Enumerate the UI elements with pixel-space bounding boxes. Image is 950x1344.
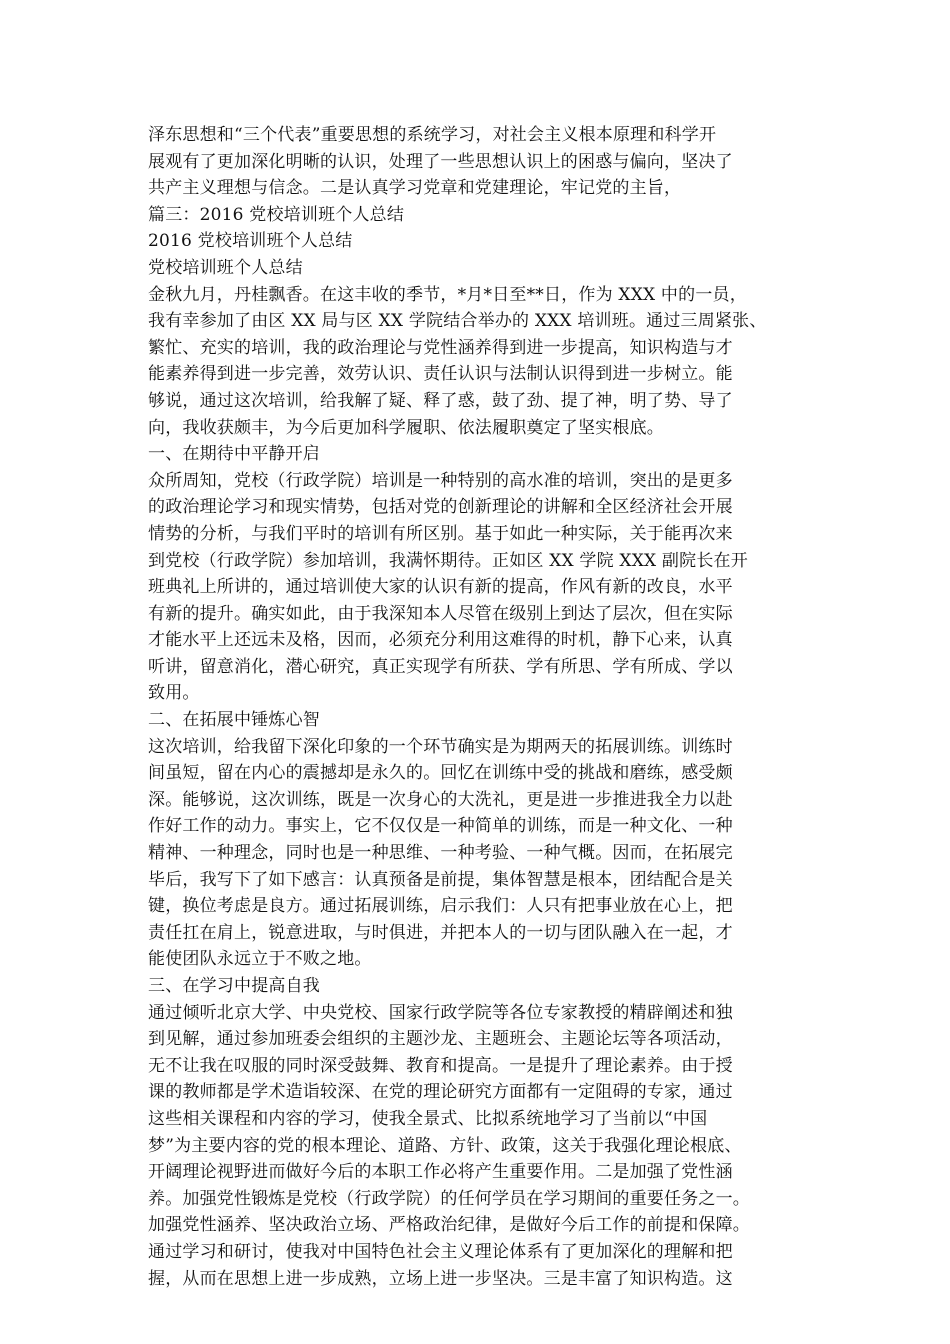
document-body [148,122,828,1292]
text-line: 键，换位考虑是良方。通过拓展训练，启示我们：人只有把事业放在心上，把 [148,896,733,917]
text-line: 共产主义理想与信念。二是认真学习党章和党建理论，牢记党的主旨， [148,178,682,199]
text-line: 听讲，留意消化，潜心研究，真正实现学有所获、学有所思、学有所成、学以 [148,656,733,677]
text-line: 泽东思想和“三个代表”重要思想的系统学习，对社会主义根本原理和科学开 [148,125,717,145]
text-line: 我有幸参加了由区 XX 局与区 XX 学院结合举办的 XXX 培训班。通过三周紧张、 [148,311,767,332]
document-subtitle: 党校培训班个人总结 [148,257,303,278]
text-line: 责任扛在肩上，锐意进取，与时俱进，并把本人的一切与团队融入在一起，才 [148,922,733,943]
text-line: 有新的提升。确实如此，由于我深知本人尽管在级别上到达了层次，但在实际 [148,603,733,624]
text-line: 能使团队永远立于不败之地。 [148,949,372,970]
text-line: 向，我收获颇丰，为今后更加科学履职、依法履职奠定了坚实根底。 [148,417,664,438]
text-line: 通过学习和研讨，使我对中国特色社会主义理论体系有了更加深化的理解和把 [148,1241,733,1262]
section-heading: 一、在期待中平静开启 [148,444,320,465]
text-line: 这次培训，给我留下深化印象的一个环节确实是为期两天的拓展训练。训练时 [148,736,733,757]
text-line: 梦”为主要内容的党的根本理论、道路、方针、政策，这关于我强化理论根底、 [148,1135,742,1156]
text-line: 繁忙、充实的培训，我的政治理论与党性涵养得到进一步提高，知识构造与才 [148,337,733,358]
text-line: 养。加强党性锻炼是党校（行政学院）的任何学员在学习期间的重要任务之一。 [148,1188,750,1209]
text-line: 才能水平上还远未及格，因而，必须充分利用这难得的时机，静下心来，认真 [148,630,733,651]
document-title: 2016 党校培训班个人总结 [148,231,353,252]
text-line: 毕后，我写下了如下感言：认真预备是前提，集体智慧是根本，团结配合是关 [148,869,733,890]
section-heading: 三、在学习中提高自我 [148,976,320,996]
text-line: 众所周知，党校（行政学院）培训是一种特别的高水准的培训，突出的是更多 [148,470,733,491]
text-line: 课的教师都是学术造诣较深、在党的理论研究方面都有一定阻碍的专家，通过 [148,1082,733,1103]
text-line: 致用。 [148,683,200,704]
text-line: 通过倾听北京大学、中央党校、国家行政学院等各位专家教授的精辟阐述和独 [148,1002,733,1023]
text-line: 展观有了更加深化明晰的认识，处理了一些思想认识上的困惑与偏向，坚决了 [148,151,733,172]
text-line: 情势的分析，与我们平时的培训有所区别。基于如此一种实际，关于能再次来 [148,523,733,544]
text-line: 到党校（行政学院）参加培训，我满怀期待。正如区 XX 学院 XXX 副院长在开 [148,550,748,571]
text-line: 够说，通过这次培训，给我解了疑、释了惑，鼓了劲、提了神，明了势、导了 [148,390,733,411]
text-line: 的政治理论学习和现实情势，包括对党的创新理论的讲解和全区经济社会开展 [148,497,733,518]
text-line: 金秋九月，丹桂飘香。在这丰收的季节，*月*日至**日，作为 XXX 中的一员， [148,284,747,305]
text-line: 深。能够说，这次训练，既是一次身心的大洗礼，更是进一步推进我全力以赴 [148,789,733,810]
section-heading: 二、在拓展中锤炼心智 [148,710,320,731]
text-line: 能素养得到进一步完善，效劳认识、责任认识与法制认识得到进一步树立。能 [148,364,733,385]
text-line: 无不让我在叹服的同时深受鼓舞、教育和提高。一是提升了理论素养。由于授 [148,1055,733,1076]
section-heading: 篇三：2016 党校培训班个人总结 [148,204,405,225]
text-line: 到见解，通过参加班委会组织的主题沙龙、主题班会、主题论坛等各项活动， [148,1029,733,1050]
text-line: 间虽短，留在内心的震撼却是永久的。回忆在训练中受的挑战和磨练，感受颇 [148,763,733,784]
text-line: 开阔理论视野进而做好今后的本职工作必将产生重要作用。二是加强了党性涵 [148,1162,733,1183]
text-line: 精神、一种理念，同时也是一种思维、一种考验、一种气概。因而，在拓展完 [148,843,733,864]
text-line: 握，从而在思想上进一步成熟，立场上进一步坚决。三是丰富了知识构造。这 [148,1268,733,1289]
text-line: 作好工作的动力。事实上，它不仅仅是一种简单的训练，而是一种文化、一种 [148,816,733,837]
text-line: 这些相关课程和内容的学习，使我全景式、比拟系统地学习了当前以“中国 [148,1108,708,1129]
text-line: 班典礼上所讲的，通过培训使大家的认识有新的提高，作风有新的改良，水平 [148,577,733,598]
text-line: 加强党性涵养、坚决政治立场、严格政治纪律，是做好今后工作的前提和保障。 [148,1215,750,1236]
